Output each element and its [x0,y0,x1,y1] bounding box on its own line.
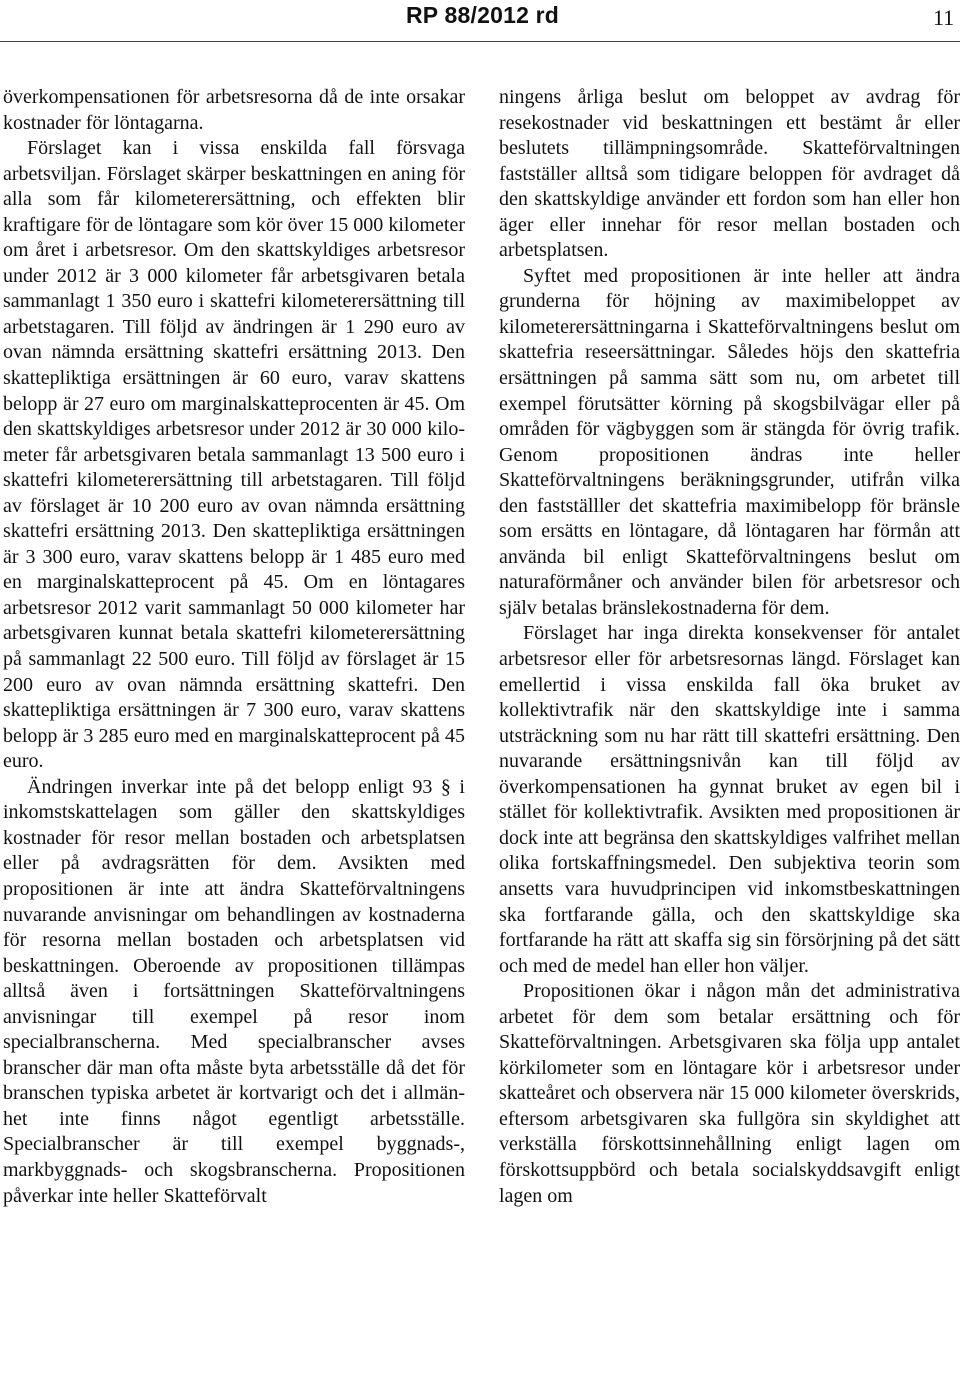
paragraph: Förslaget har inga direkta konsekvenser för antalet arbetsresor eller för arbetsresornas längd. Förslaget kan emellertid i vissa enskilda fall öka bruket av kollektivtrafik när den skattskyldige inte i samma utsträckning som nu har rätt till skattefri ersättning. Den nuvarande ersättningsnivån kan till följd av överkompensationen ha gynnat bruket av egen bil i stället för kollektivtrafik. Avsikten med propositionen är dock inte att begränsa den skattskyldiges valfrihet mellan olika fortskaffningsmedel. Den subjektiva teorin som ansetts vara huvudprincipen vid inkomstbeskattningen ska fortfarande gälla, och den skattskyldige ska fortfarande ha rätt att skaffa sig sin försörjning på det sätt och med de medel han eller hon väljer. [499,622,960,977]
paragraph: Propositionen ökar i någon mån det administrativa arbetet för dem som betalar ersättning och för Skatteförvaltningen. Arbetsgivaren ska följa upp antalet körkilometer som en löntagare kör i arbetsresor under skatteåret och observera när 15 000 kilometer överskrids, eftersom arbetsgivaren ska fullgöra sin skyldighet att verkställa förskottsinnehållning enligt lagen om förskottsuppbörd och betala socialskyddsavgift enligt lagen om [499,980,960,1207]
document-id: RP 88/2012 rd [406,2,560,28]
page-header [0,0,960,46]
page-number: 11 [933,5,955,30]
paragraph: ningens årliga beslut om beloppet av avdrag för resekostnader vid beskattningen ett bestämt år eller beslutets tillämpningsområde. Skatteförvaltningen fastställer alltså som tidigare beloppen för avdraget då den skattskyldige använder ett fordon som han eller hon äger eller innehar för resor mellan bostaden och arbetsplatsen. [499,86,960,262]
paragraph: överkompensationen för arbetsresorna då de inte orsakar kostnader för löntagarna. [3,86,465,134]
right-column [499,85,960,1209]
paragraph: Förslaget kan i vissa enskilda fall försvaga arbetsviljan. Förslaget skärper beskattningen en aning för alla som får kilometerersättning, och effekten blir kraftigare för de löntagare som kör över 15 000 kilometer om året i arbetsresor. Om den skattskyldiges arbetsresor under 2012 är 3 000 kilometer får arbetsgivaren betala sammanlagt 1 350 euro i skattefri kilometerersättning till arbetstagaren. Till följd av ändringen är 1 290 euro av ovan nämnda ersättning skattefri ersättning 2013. Den skattepliktiga ersättningen är 60 euro, varav skattens belopp är 27 euro om marginalskatteprocenten är 45. Om den skattskyldiges arbetsresor under 2012 är 30 000 kilometer får arbetsgivaren betala sammanlagt 13 500 euro i skattefri kilometerersättning till arbetstagaren. Till följd av förslaget är 10 200 euro av ovan nämnda ersättning skattefri ersättning 2013. Den skattepliktiga ersättningen är 3 300 euro, varav skattens belopp är 1 485 euro med en marginalskatteprocent på 45. Om en löntagares arbetsresor 2012 varit sammanlagt 50 000 kilometer har arbetsgivaren kunnat betala skattefri kilometerersättning på sammanlagt 22 500 euro. Till följd av förslaget är 15 200 euro av ovan nämnda ersättning skattefri. Den skattepliktiga ersättningen är 7 300 euro, varav skattens belopp är 3 285 euro med en marginalskatteprocent på 45 euro. [3,137,465,773]
left-column [3,85,465,1209]
paragraph: Syftet med propositionen är inte heller att ändra grunderna för höjning av maximibeloppet av kilometerersättningarna i Skatteförvaltningens beslut om skattefria reseersättningar. Således höjs den skattefria ersättningen på samma sätt som nu, om arbetet till exempel förutsätter körning på skogsbilvägar eller på områden för vägbyggen som är stängda för övrig trafik. Genom propositionen ändras inte heller Skatteförvaltningens beräkningsgrunder, utifrån vilka den fastställler det skattefria maximibelopp för bränsle som ersätts en löntagare, då löntagaren har förmån att använda bil enligt Skatteförvaltningens beslut om naturaförmåner och använder bilen för arbetsresor och själv betalas bränslekostnaderna för dem. [499,264,960,619]
header-rule [0,41,960,42]
paragraph: Ändringen inverkar inte på det belopp enligt 93 § i inkomstskattelagen som gäller den skattskyldiges kostnader för resor mellan bostaden och arbetsplatsen eller på avdragsrätten för dem. Avsikten med propositionen är inte att ändra Skatteförvaltningens nuvarande anvisningar om behandlingen av kostnaderna för resorna mellan bostaden och arbetsplatsen vid beskattningen. Oberoende av propositionen tillämpas alltså även i fortsättningen Skatteförvaltningens anvisningar till exempel på resor inom specialbranscherna. Med specialbranscher avses branscher där man ofta måste byta arbetsställe då det för branschen typiska arbetet är kortvarigt och det i allmänhet inte finns något egentligt arbetsställe. Specialbranscher är till exempel byggnads-, markbyggnads- och skogsbranscherna. Propositionen påverkar inte heller Skatteförvalt [3,775,465,1207]
